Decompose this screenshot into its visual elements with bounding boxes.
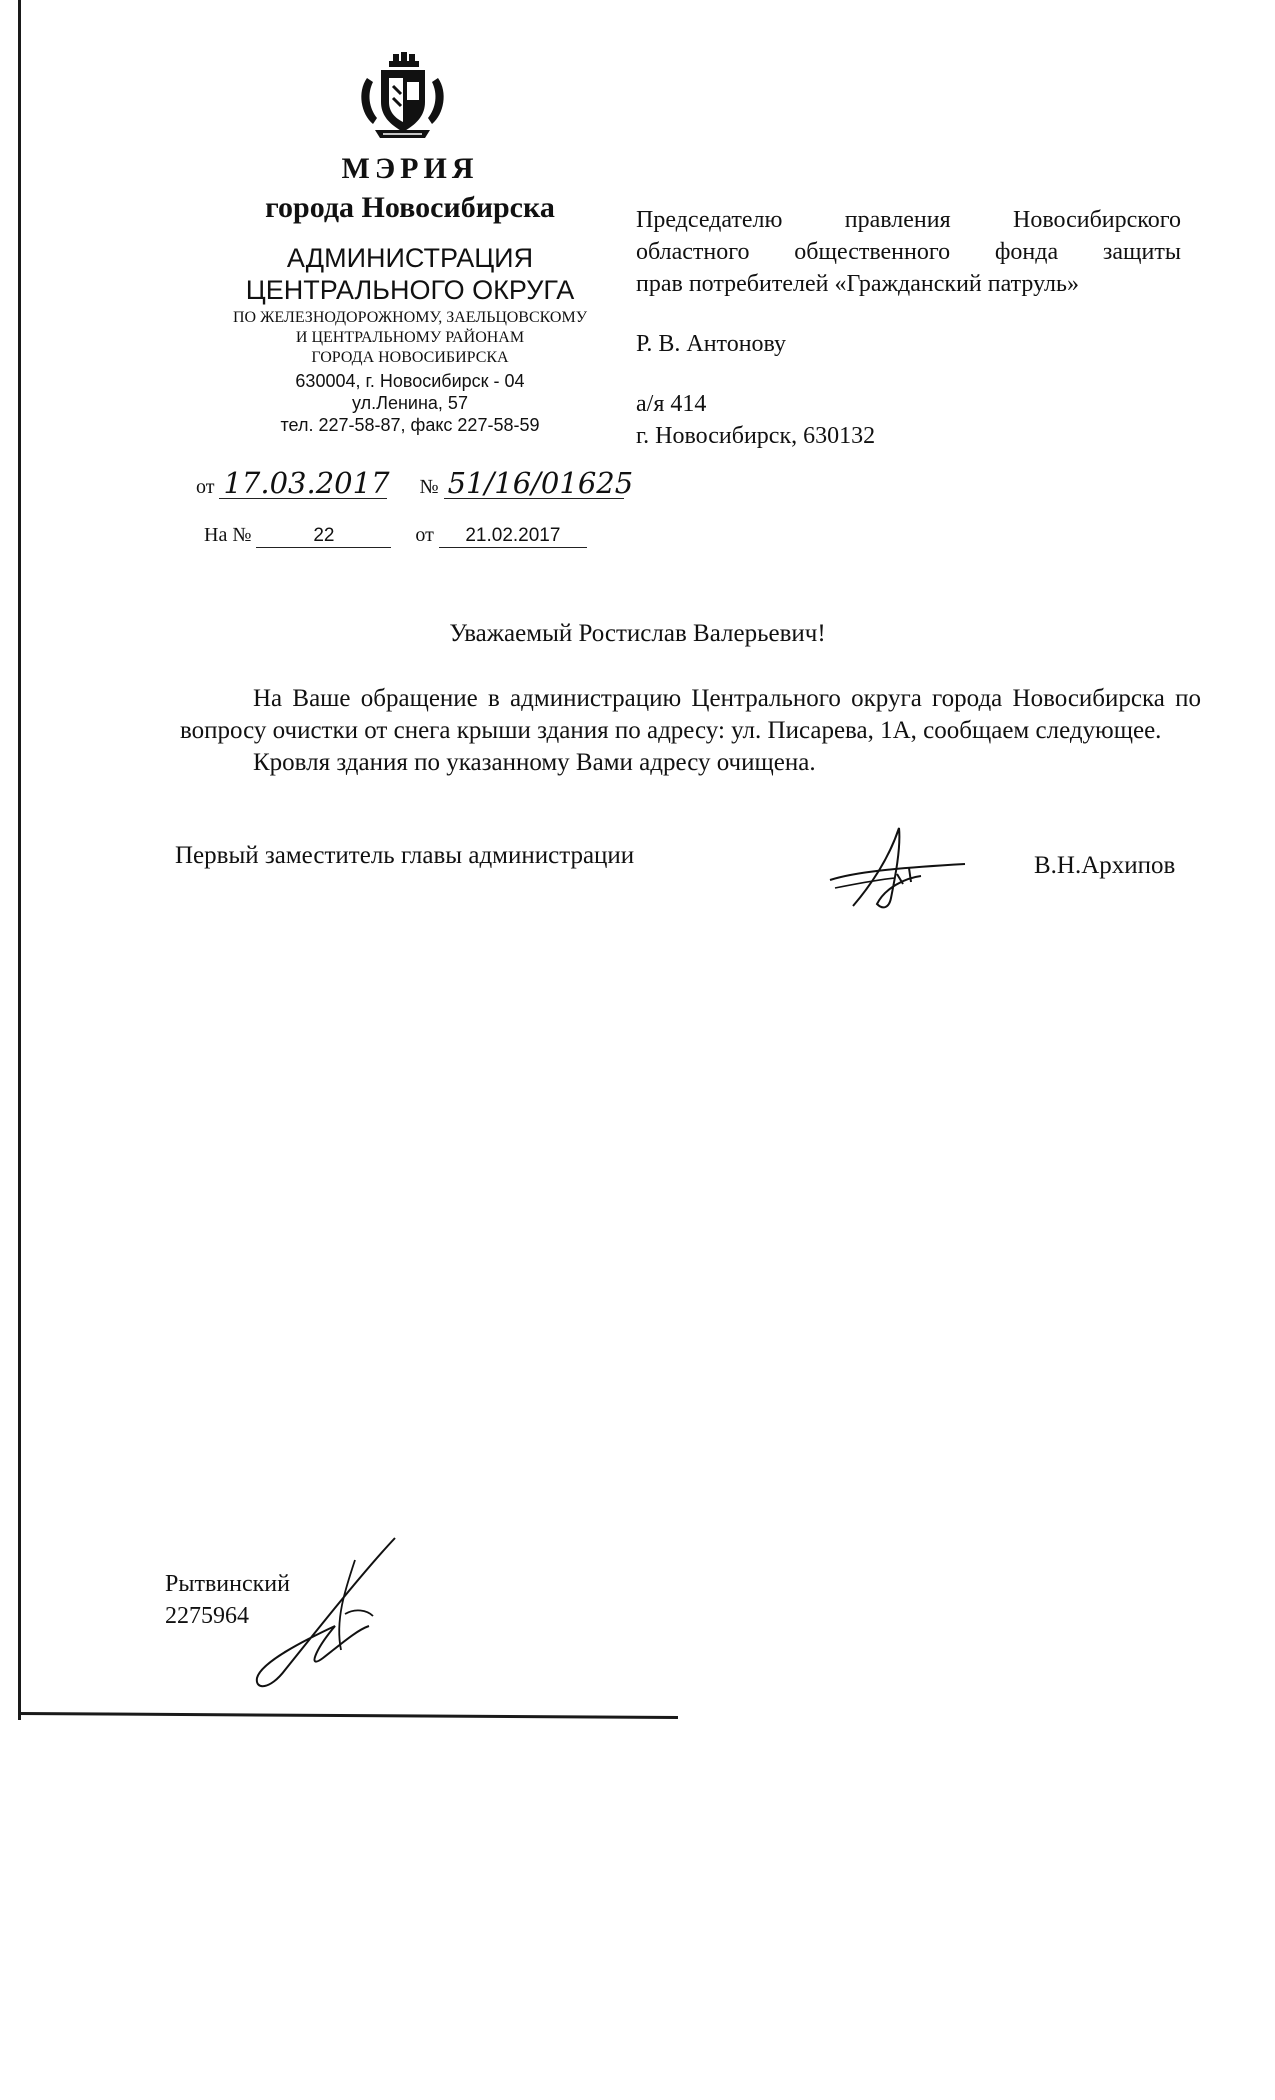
- ref-date: 21.02.2017: [439, 525, 587, 548]
- districts-line-3: ГОРОДА НОВОСИБИРСКА: [311, 349, 509, 366]
- outgoing-date: 17.03.2017: [219, 468, 387, 499]
- recipient-position-3: прав потребителей «Гражданский патруль»: [636, 271, 1079, 297]
- contact-info: [170, 370, 650, 436]
- date-label: от: [196, 476, 215, 498]
- recipient-position-2: областного общественного фонда защиты: [636, 239, 1181, 265]
- street-address: ул.Ленина, 57: [352, 393, 468, 413]
- paragraph-1: На Ваше обращение в администрацию Центрального округа города Новосибирска по вопросу очистки от снега крыши здания по адресу: ул. Писарева, 1А, сообщаем следующее.: [180, 685, 1201, 744]
- letterhead: [170, 150, 650, 436]
- recipient-position-1: Председателю правления Новосибирского: [636, 207, 1181, 233]
- novosibirsk-coat-of-arms-icon: [355, 52, 450, 142]
- city-title: города Новосибирска: [265, 191, 555, 224]
- number-label: №: [419, 476, 439, 498]
- districts-line-1: ПО ЖЕЛЕЗНОДОРОЖНОМУ, ЗАЕЛЬЦОВСКОМУ: [232, 309, 588, 326]
- districts-line-2: И ЦЕНТРАЛЬНОМУ РАЙОНАМ: [295, 329, 525, 346]
- ref-label: На №: [204, 524, 252, 546]
- outgoing-number: 51/16/01625: [444, 468, 624, 499]
- ref-number: 22: [256, 525, 391, 548]
- districts: [170, 308, 650, 368]
- handwritten-signature-icon: [825, 818, 975, 913]
- recipient-block: [636, 204, 1181, 452]
- ref-date-label: от: [415, 524, 434, 546]
- mayoralty-title: МЭРИЯ: [341, 152, 479, 185]
- admin-line-2: ЦЕНТРАЛЬНОГО ОКРУГА: [245, 275, 575, 305]
- recipient-pobox: а/я 414: [636, 391, 707, 417]
- registration-line: [196, 466, 634, 500]
- executor-phone: 2275964: [165, 1603, 249, 1629]
- admin-title: [170, 242, 650, 306]
- reference-line: [204, 524, 587, 548]
- recipient-name: Р. В. Антонову: [636, 331, 787, 357]
- admin-line-1: АДМИНИСТРАЦИЯ: [286, 243, 534, 273]
- phone-fax: тел. 227-58-87, факс 227-58-59: [280, 415, 540, 435]
- salutation: Уважаемый Ростислав Валерьевич!: [449, 620, 826, 647]
- paragraph-2: Кровля здания по указанному Вами адресу очищена.: [253, 749, 816, 776]
- postal-address: 630004, г. Новосибирск - 04: [295, 371, 525, 391]
- recipient-city: г. Новосибирск, 630132: [636, 423, 876, 449]
- executor-name: Рытвинский: [165, 1571, 290, 1597]
- executor-signature-icon: [245, 1530, 405, 1695]
- signer-title: Первый заместитель главы администрации: [175, 842, 635, 869]
- scan-edge-left: [18, 0, 21, 1720]
- letter-body: [180, 683, 1201, 779]
- scan-edge-bottom: [18, 1712, 678, 1719]
- signer-name: В.Н.Архипов: [1034, 852, 1176, 879]
